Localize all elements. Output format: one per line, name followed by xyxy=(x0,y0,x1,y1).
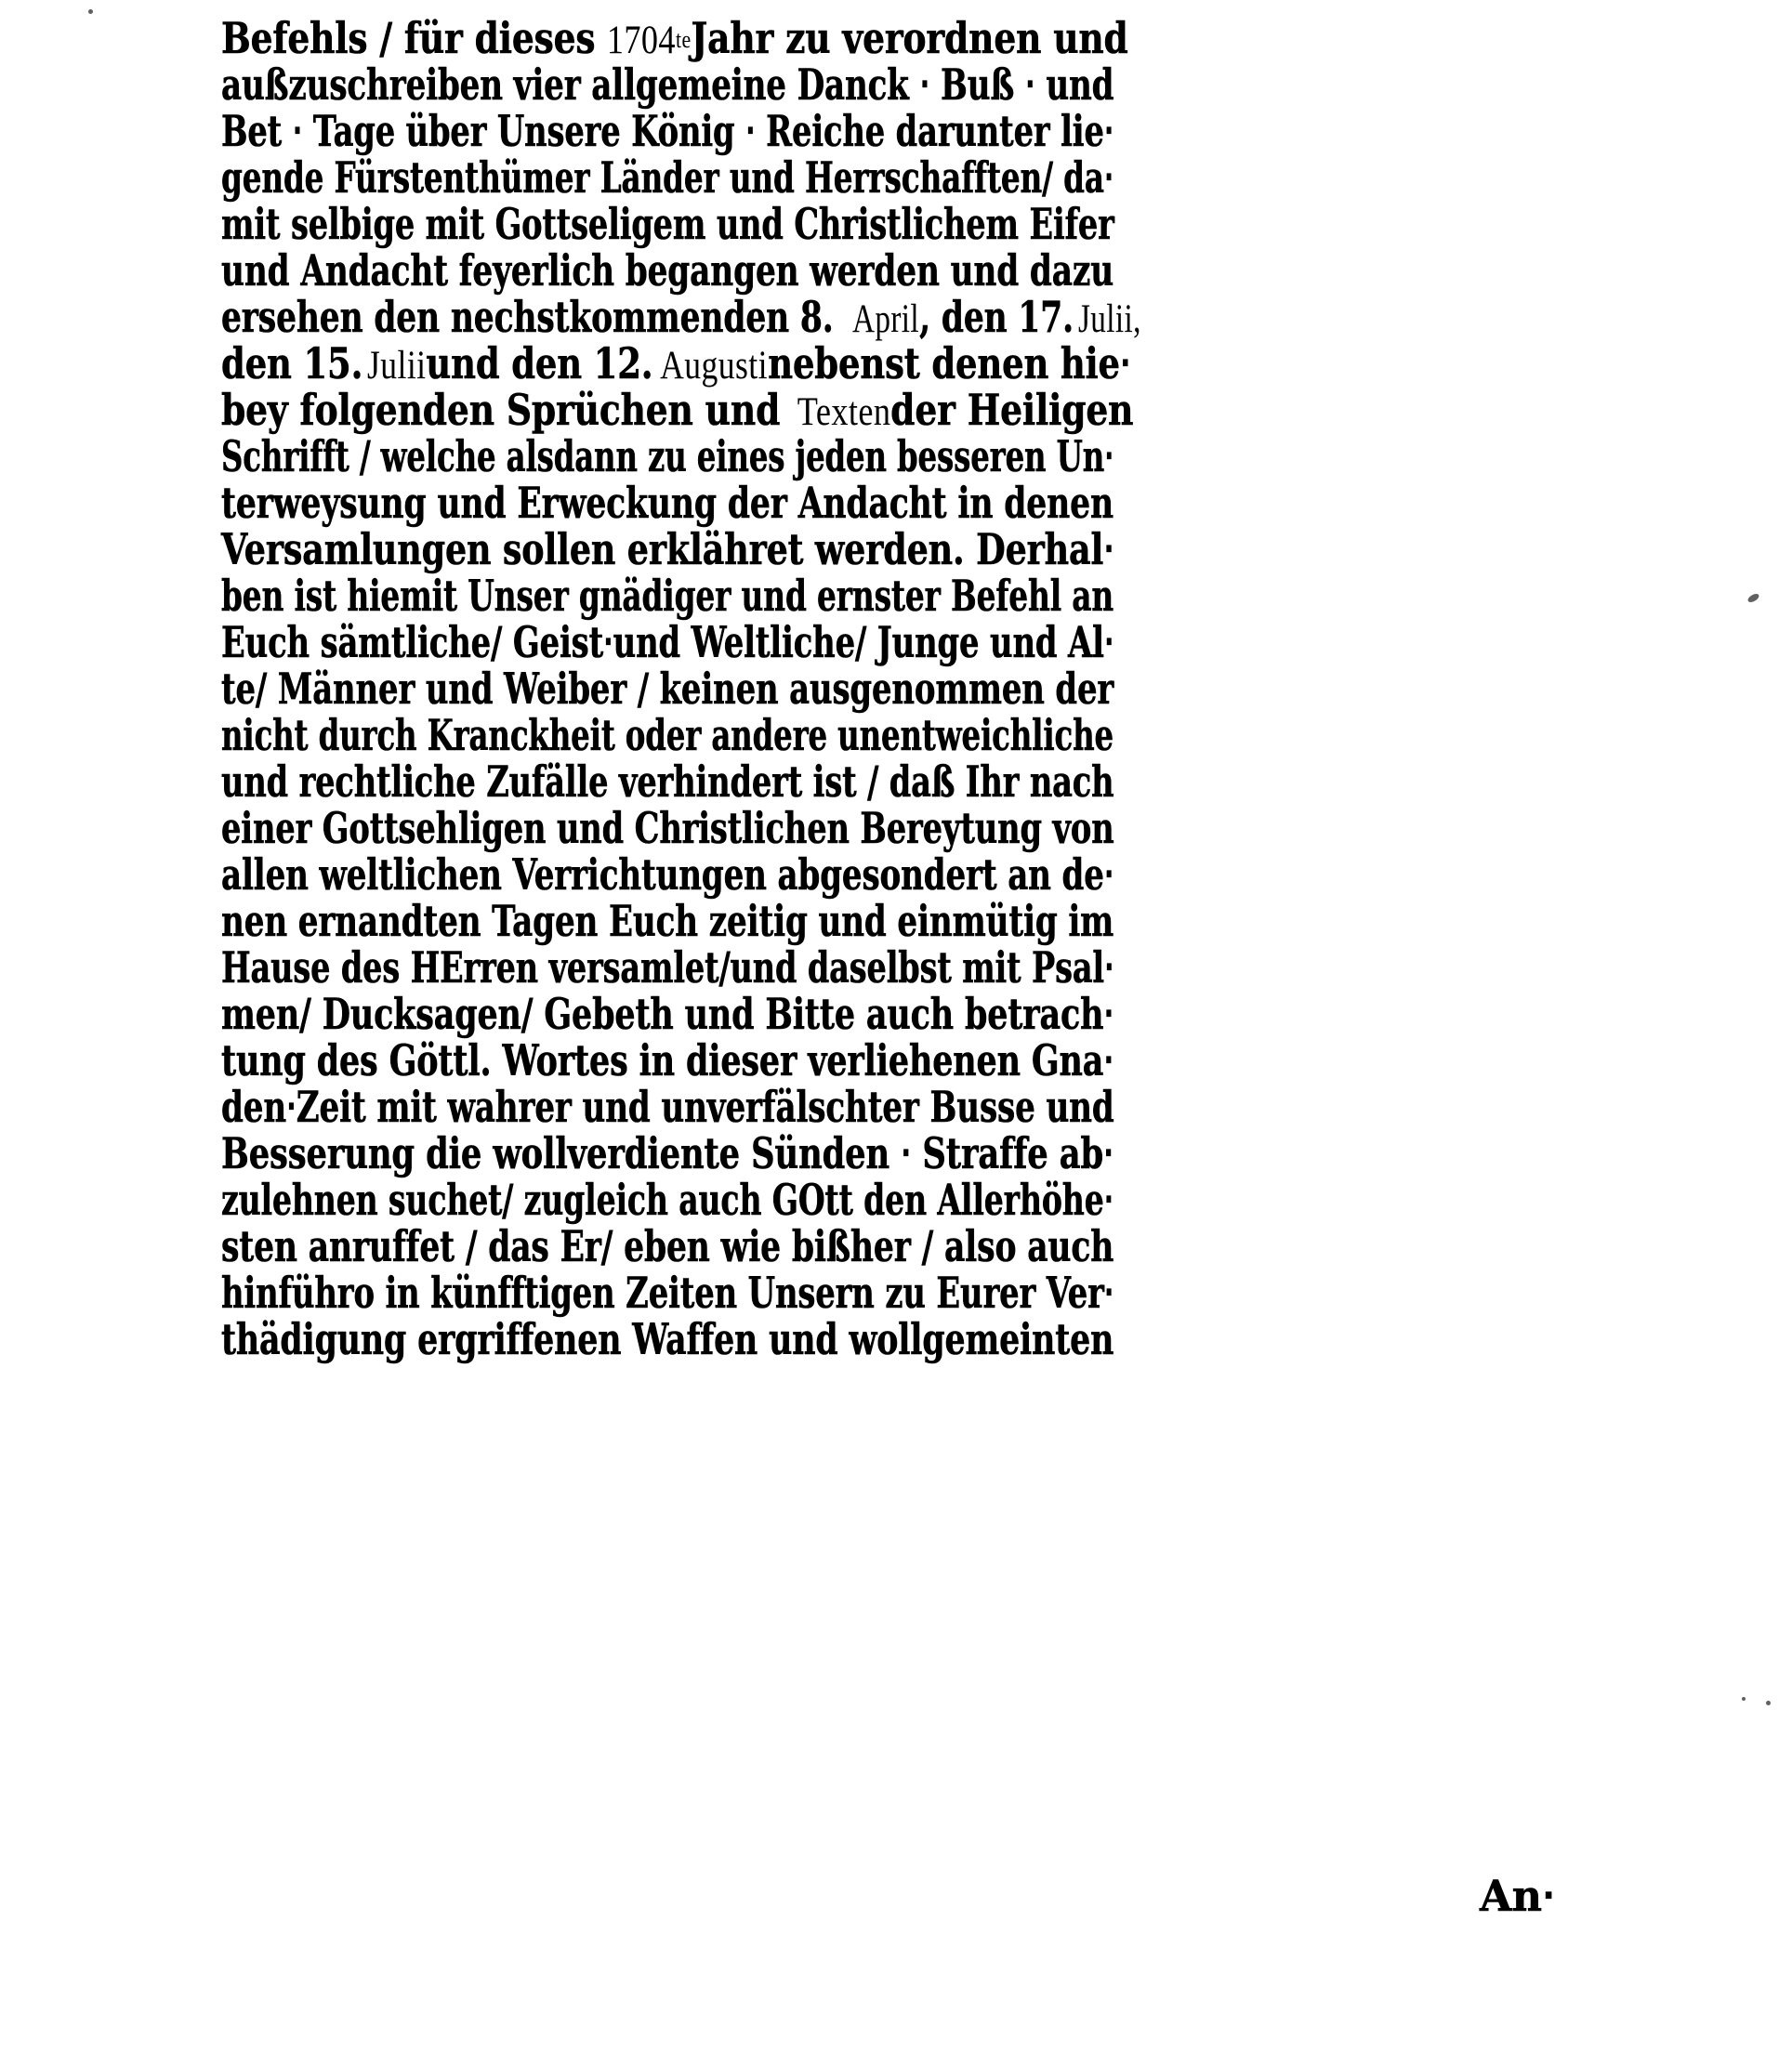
text-line xyxy=(221,664,1114,714)
fraktur-run: und den 12. xyxy=(426,338,653,388)
catchword xyxy=(1480,1871,1666,1921)
scan-speckle xyxy=(1766,1701,1771,1705)
fraktur-run: terweysung und Erweckung der Andacht in denen xyxy=(221,478,1113,528)
fraktur-run: Befehls / für dieses xyxy=(221,13,596,63)
text-line xyxy=(221,1175,1114,1225)
text-line xyxy=(221,106,1114,156)
fraktur-run: tung des Göttl. Wortes in dieser verliehenen Gna‧ xyxy=(221,1035,1114,1085)
fraktur-run: und Andacht feyerlich begangen werden und dazu xyxy=(221,245,1114,296)
scan-speckle xyxy=(1742,1697,1746,1701)
fraktur-run: sten anruffet / das Er/ eben wie bißher / also auch xyxy=(221,1221,1114,1271)
fraktur-run: Schrifft / welche alsdann zu eines jeden besseren Un‧ xyxy=(221,431,1114,481)
fraktur-run: nicht durch Kranckheit oder andere unentweichliche xyxy=(221,710,1113,760)
text-line xyxy=(221,13,1128,63)
text-line xyxy=(221,849,1114,900)
fraktur-run: hinführo in künfftigen Zeiten Unsern zu Eurer Ver‧ xyxy=(221,1268,1114,1318)
fraktur-run: mit selbige mit Gottseligem und Christlichem Eifer xyxy=(221,199,1114,249)
text-line xyxy=(221,524,1114,574)
text-line xyxy=(221,431,1114,481)
text-line xyxy=(221,1128,1114,1178)
fraktur-run: Euch sämtliche/ Geist‧und Weltliche/ Junge und Al‧ xyxy=(221,617,1114,667)
catchword-text: An‧ xyxy=(1480,1871,1556,1921)
body-text-column xyxy=(221,13,1141,1364)
fraktur-run: Hause des HErren versamlet/und daselbst mit Psal‧ xyxy=(221,942,1114,993)
antiqua-run: April xyxy=(851,297,920,341)
text-line xyxy=(221,478,1113,528)
fraktur-run: ben ist hiemit Unser gnädiger und ernster Befehl an xyxy=(221,571,1114,621)
fraktur-run: Besserung die wollverdiente Sünden ‧ Straffe ab‧ xyxy=(221,1128,1114,1178)
fraktur-run: , den 17. xyxy=(919,292,1074,342)
fraktur-run: men/ Ducksagen/ Gebeth und Bitte auch betrach‧ xyxy=(221,989,1114,1039)
antiqua-superscript-run: te xyxy=(675,25,692,53)
text-line xyxy=(221,1221,1114,1271)
fraktur-run: einer Gottsehligen und Christlichen Bereytung von xyxy=(221,803,1114,853)
fraktur-run: und rechtliche Zufälle verhindert ist / daß Ihr nach xyxy=(221,756,1114,807)
antiqua-run: Julii xyxy=(367,344,427,388)
text-line xyxy=(221,710,1113,760)
fraktur-run: ersehen den nechstkommenden 8. xyxy=(221,292,834,342)
text-line xyxy=(221,152,1114,203)
fraktur-run: gende Fürstenthümer Länder und Herrschafften/ da‧ xyxy=(221,152,1114,203)
text-line xyxy=(221,245,1114,296)
text-line xyxy=(221,1268,1114,1318)
text-line xyxy=(221,1082,1114,1132)
fraktur-run: Jahr zu verordnen und xyxy=(691,13,1128,63)
fraktur-run: Versamlungen sollen erklähret werden. Derhal‧ xyxy=(221,524,1114,574)
fraktur-run: den‧Zeit mit wahrer und unverfälschter Busse und xyxy=(221,1082,1114,1132)
text-line xyxy=(221,756,1114,807)
fraktur-run: thädigung ergriffenen Waffen und wollgemeinten xyxy=(221,1314,1114,1364)
fraktur-run: außzuschreiben vier allgemeine Danck ‧ Buß ‧ und xyxy=(221,59,1114,110)
text-line xyxy=(221,338,1131,388)
text-line xyxy=(221,292,1141,342)
fraktur-run: nen ernandten Tagen Euch zeitig und einmütig im xyxy=(221,896,1114,946)
text-line xyxy=(221,803,1114,853)
fraktur-run: nebenst denen hie‧ xyxy=(767,338,1131,388)
fraktur-run: te/ Männer und Weiber / keinen ausgenommen der xyxy=(221,664,1114,714)
text-line xyxy=(221,942,1114,993)
antiqua-run: Augusti xyxy=(660,344,768,388)
text-line xyxy=(221,571,1114,621)
fraktur-run: Bet ‧ Tage über Unsere König ‧ Reiche darunter lie‧ xyxy=(221,106,1114,156)
text-line xyxy=(221,896,1114,946)
text-line xyxy=(221,59,1114,110)
text-line xyxy=(221,199,1114,249)
fraktur-run: bey folgenden Sprüchen und xyxy=(221,385,781,435)
antiqua-run: 1704 xyxy=(606,19,676,62)
scan-speckle xyxy=(1746,592,1760,604)
fraktur-run: allen weltlichen Verrichtungen abgesondert an de‧ xyxy=(221,849,1114,900)
fraktur-run: der Heiligen xyxy=(890,385,1134,435)
text-line xyxy=(221,1035,1114,1085)
text-line xyxy=(221,617,1114,667)
fraktur-run: den 15. xyxy=(221,338,363,388)
text-line xyxy=(221,989,1114,1039)
scan-speckle xyxy=(88,9,93,14)
fraktur-run: zulehnen suchet/ zugleich auch GOtt den Allerhöhe‧ xyxy=(221,1175,1114,1225)
text-line xyxy=(221,385,1134,435)
text-line xyxy=(221,1314,1114,1364)
antiqua-run: Julii, xyxy=(1077,297,1141,341)
antiqua-run: Texten xyxy=(797,390,891,434)
